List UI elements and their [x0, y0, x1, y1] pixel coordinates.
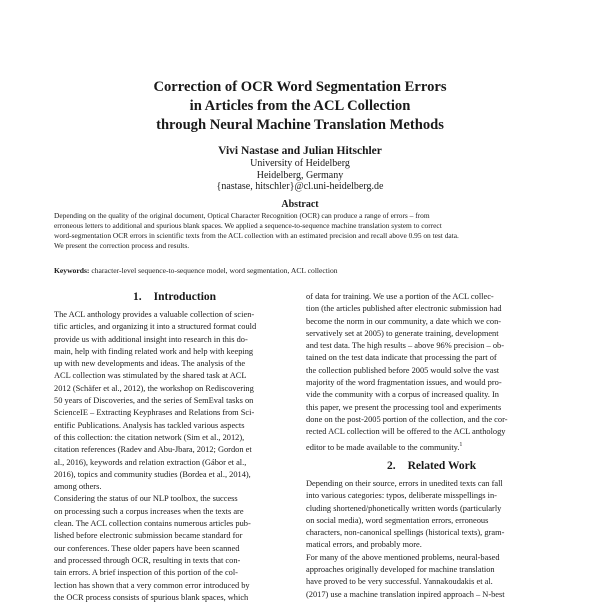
body-line: matical errors, and probably more. — [306, 540, 422, 550]
body-line: up with new developments and ideas. The analysis of the — [54, 359, 246, 369]
section-number: 2. — [387, 460, 396, 472]
body-line: into various categories: typos, deliberate misspellings in- — [306, 491, 497, 501]
body-line: of data for training. We use a portion of the ACL collec- — [306, 292, 494, 301]
body-line: cluding shortened/phonetically written words (particularly — [306, 503, 502, 513]
footnote-marker[interactable]: 1 — [459, 441, 463, 448]
body-line: rected ACL collection will be offered to the ACL anthology — [306, 427, 506, 437]
body-line: tained on the test data indicate that processing the part of — [306, 353, 497, 363]
body-line: on processing such a corpus increases when the texts are — [54, 506, 244, 516]
section-heading-related-work — [387, 459, 476, 473]
body-line: ScienceIE – Extracting Keyphrases and Relations from Sci- — [54, 408, 255, 418]
affiliation — [100, 158, 500, 193]
body-line-text: editor to be made available to the community. — [306, 442, 460, 452]
body-line: Considering the status of our NLP toolbox, the success — [54, 494, 238, 504]
body-line: the collection published before 2005 would solve the vast — [306, 365, 500, 375]
body-line-last — [306, 439, 552, 454]
abstract-line: Depending on the quality of the original document, Optical Character Recognition (OCR) can produce a range of errors – from — [54, 211, 430, 220]
affiliation-university: University of Heidelberg — [250, 158, 350, 169]
body-line: tain errors. A brief inspection of this portion of the col- — [54, 568, 238, 578]
body-line: provide us with additional insight into research in this do- — [54, 334, 248, 344]
keywords — [54, 266, 338, 276]
body-line: approaches originally developed for machine translation — [306, 565, 495, 575]
body-line: among others. — [54, 482, 102, 492]
abstract-body — [54, 211, 548, 251]
body-line: done on the post-2005 portion of the collection, and the cor- — [306, 414, 508, 424]
right-column-top — [306, 291, 552, 454]
body-line: 2016), topics and community studies (Bordea et al., 2014), — [54, 469, 251, 479]
keywords-label: Keywords: — [54, 266, 90, 275]
body-line: main, help with finding related work and help with keeping — [54, 346, 254, 356]
body-line: servatively set at 2005) to generate training, development — [306, 328, 499, 338]
body-line: vide the community with a corpus of increased quality. In — [306, 390, 499, 400]
body-line: characters, non-canonical spellings (historical texts), gram- — [306, 528, 505, 538]
author-names: Vivi Nastase and Julian Hitschler — [218, 145, 382, 157]
title-line: Correction of OCR Word Segmentation Errors — [153, 79, 447, 95]
affiliation-location: Heidelberg, Germany — [256, 169, 344, 181]
abstract-line: erroneous letters to additional and spurious blank spaces. We applied a sequence-to-sequence machine translation system to correct — [54, 221, 442, 230]
right-column-bottom — [306, 478, 552, 601]
body-line: citation references (Radev and Abu-Jbara, 2012; Gordon et — [54, 445, 252, 455]
section-number: 1. — [133, 291, 142, 303]
body-line: ACL collection was stimulated by the shared task at ACL — [54, 371, 247, 381]
body-line: Depending on their source, errors in unedited texts can fall — [306, 479, 503, 488]
left-column — [54, 309, 300, 604]
body-line: the OCR process consists of spurious blank spaces, which — [54, 592, 249, 602]
section-heading-introduction — [133, 290, 216, 304]
body-line: become the norm in our community, a date which we con- — [306, 316, 502, 326]
paper-title — [60, 78, 540, 135]
body-line: The ACL anthology provides a valuable collection of scien- — [54, 310, 255, 319]
body-line: entific Publications. Analysis has tackled various aspects — [54, 420, 245, 430]
section-title: Introduction — [153, 291, 217, 303]
body-line: 2012 (Schäfer et al., 2012), the workshop on Rediscovering — [54, 383, 254, 393]
body-line: of this collection: the citation network (Sim et al., 2012), — [54, 432, 245, 442]
body-line: tion (the articles published after electronic submission had — [306, 304, 502, 314]
abstract-heading: Abstract — [281, 199, 319, 210]
body-line: lished before electronic submission became standard for — [54, 531, 243, 541]
abstract-line: We present the correction process and results. — [54, 241, 190, 250]
affiliation-email: {nastase, hitschler}@cl.uni-heidelberg.de — [216, 181, 384, 192]
body-line: tific articles, and organizing it into a structured format could — [54, 322, 257, 332]
abstract-line: word-segmentation OCR errors in scientific texts from the ACL collection with an estimated precision and recall above 0.95 on test data. — [54, 231, 459, 240]
title-line: in Articles from the ACL Collection — [189, 98, 411, 114]
body-line: and processed through OCR, resulting in texts that con- — [54, 555, 241, 565]
body-line: and test data. The high results – above 96% precision – ob- — [306, 341, 505, 351]
body-line: al., 2016), keywords and relation extraction (Gábor et al., — [54, 457, 247, 467]
body-line: 50 years of Discoveries, and the series of SemEval tasks on — [54, 396, 254, 406]
body-line: have proved to be very successful. Yannakoudakis et al. — [306, 577, 493, 587]
body-line: For many of the above mentioned problems, neural-based — [306, 552, 500, 562]
title-line: through Neural Machine Translation Methods — [156, 117, 444, 133]
body-line: majority of the word fragmentation issues, and would pro- — [306, 378, 502, 388]
body-line: our conferences. These older papers have been scanned — [54, 543, 240, 553]
keywords-text: character-level sequence-to-sequence model, word segmentation, ACL collection — [89, 266, 338, 275]
body-line: clean. The ACL collection contains numerous articles pub- — [54, 519, 251, 529]
body-line: (2017) use a machine translation inpired approach – N-best — [306, 589, 505, 599]
body-line: on social media), word segmentation errors, erroneous — [306, 515, 489, 525]
body-line: lection has shown that a very common error introduced by — [54, 580, 250, 590]
body-line: this paper, we present the processing tool and experiments — [306, 402, 502, 412]
section-title: Related Work — [407, 460, 477, 472]
